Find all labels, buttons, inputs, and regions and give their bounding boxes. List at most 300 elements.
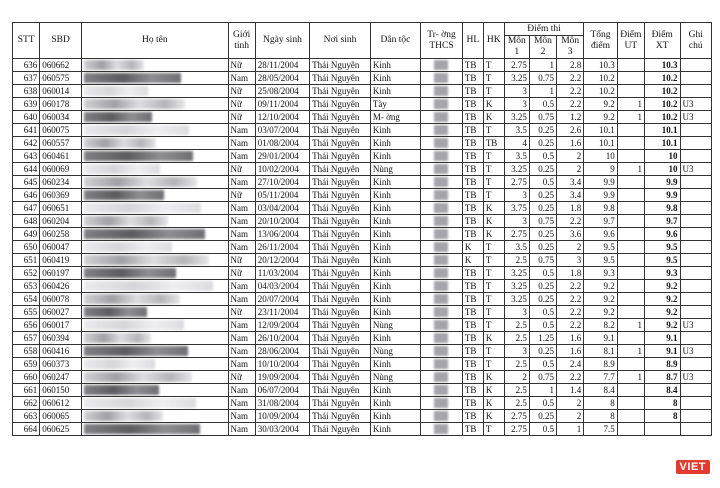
row-ghichu-cell [680, 254, 711, 267]
row-name-redacted [82, 410, 228, 423]
row-stt-cell: 663 [13, 410, 40, 423]
row-school-redacted [421, 202, 463, 215]
redaction-blur [84, 190, 164, 200]
row-stt-cell: 647 [13, 202, 40, 215]
row-name-redacted [82, 267, 228, 280]
row-xt-cell: 9.6 [644, 228, 680, 241]
row-birthplace-cell: Thái Nguyên [310, 358, 371, 371]
row-ghichu-cell [680, 85, 711, 98]
row-ethnicity-cell: Kinh [370, 397, 420, 410]
header-noi-sinh: Nơi sinh [310, 23, 371, 59]
header-mon-1: Môn 1 [504, 36, 529, 59]
header-ngay-sinh: Ngày sinh [255, 23, 309, 59]
row-school-redacted [421, 293, 463, 306]
row-mon2-cell: 0.5 [529, 267, 556, 280]
row-school-redacted [421, 267, 463, 280]
row-ut-cell [617, 267, 644, 280]
row-tong-cell: 9.5 [584, 254, 617, 267]
row-hk-cell: T [483, 267, 504, 280]
redaction-blur [434, 229, 448, 239]
row-ethnicity-cell: Nùng [370, 163, 420, 176]
row-xt-cell: 9.1 [644, 345, 680, 358]
row-birthdate-cell: 03/04/2004 [255, 202, 309, 215]
redaction-blur [434, 359, 448, 369]
row-tong-cell: 10.1 [584, 137, 617, 150]
row-birthplace-cell: Thái Nguyên [310, 306, 371, 319]
row-stt-cell: 645 [13, 176, 40, 189]
row-ut-cell [617, 59, 644, 72]
row-tong-cell: 9.5 [584, 241, 617, 254]
table-row [13, 371, 712, 384]
row-hk-cell: T [483, 176, 504, 189]
row-tong-cell: 8.9 [584, 358, 617, 371]
row-birthplace-cell: Thái Nguyên [310, 137, 371, 150]
row-hl-cell: TB [462, 98, 483, 111]
row-stt-cell: 650 [13, 241, 40, 254]
row-mon3-cell: 1.6 [557, 332, 584, 345]
row-name-redacted [82, 85, 228, 98]
row-sbd-cell: 060069 [40, 163, 82, 176]
row-stt-cell: 662 [13, 397, 40, 410]
row-ghichu-cell: U3 [680, 371, 711, 384]
row-hl-cell: K [462, 241, 483, 254]
row-mon1-cell: 4 [504, 137, 529, 150]
redaction-blur [434, 372, 448, 382]
row-school-redacted [421, 85, 463, 98]
header-mon-3: Môn 3 [557, 36, 584, 59]
header-ho-ten: Họ tên [82, 23, 228, 59]
row-hl-cell: TB [462, 176, 483, 189]
row-mon1-cell: 2.75 [504, 228, 529, 241]
row-name-redacted [82, 111, 228, 124]
redaction-blur [434, 294, 448, 304]
row-birthdate-cell: 12/10/2004 [255, 111, 309, 124]
row-mon2-cell: 0.25 [529, 280, 556, 293]
row-ut-cell [617, 176, 644, 189]
row-xt-cell: 10.2 [644, 111, 680, 124]
row-xt-cell: 9.7 [644, 215, 680, 228]
table-row [13, 163, 712, 176]
redaction-blur [434, 398, 448, 408]
row-xt-cell: 9.2 [644, 280, 680, 293]
row-xt-cell: 10 [644, 163, 680, 176]
row-mon3-cell: 2.4 [557, 358, 584, 371]
row-mon2-cell: 0.75 [529, 72, 556, 85]
row-ghichu-cell [680, 397, 711, 410]
row-birthplace-cell: Thái Nguyên [310, 150, 371, 163]
row-xt-cell: 8 [644, 397, 680, 410]
redaction-blur [84, 346, 188, 356]
redaction-blur [434, 411, 448, 421]
row-mon3-cell: 1.4 [557, 384, 584, 397]
redaction-blur [434, 307, 448, 317]
row-mon2-cell: 0.25 [529, 137, 556, 150]
redaction-blur [84, 411, 163, 421]
row-xt-cell: 9.9 [644, 189, 680, 202]
table-row [13, 241, 712, 254]
row-birthplace-cell: Thái Nguyên [310, 332, 371, 345]
table-row [13, 423, 712, 436]
row-hk-cell: K [483, 397, 504, 410]
row-hl-cell: TB [462, 72, 483, 85]
row-gender-cell: Nam [228, 319, 255, 332]
row-school-redacted [421, 358, 463, 371]
table-row [13, 72, 712, 85]
row-tong-cell: 10 [584, 150, 617, 163]
row-hk-cell: T [483, 163, 504, 176]
row-ethnicity-cell: Kinh [370, 85, 420, 98]
row-mon1-cell: 3.5 [504, 241, 529, 254]
row-sbd-cell: 060625 [40, 423, 82, 436]
row-hk-cell: K [483, 371, 504, 384]
row-gender-cell: Nữ [228, 371, 255, 384]
row-sbd-cell: 060178 [40, 98, 82, 111]
redaction-blur [84, 320, 184, 330]
row-birthplace-cell: Thái Nguyên [310, 124, 371, 137]
table-row [13, 202, 712, 215]
row-birthplace-cell: Thái Nguyên [310, 98, 371, 111]
row-mon1-cell: 3.25 [504, 280, 529, 293]
row-xt-cell: 9.5 [644, 241, 680, 254]
row-tong-cell: 9.7 [584, 215, 617, 228]
table-row [13, 410, 712, 423]
row-hl-cell: TB [462, 319, 483, 332]
row-stt-cell: 642 [13, 137, 40, 150]
row-school-redacted [421, 137, 463, 150]
row-ghichu-cell [680, 72, 711, 85]
row-sbd-cell: 060575 [40, 72, 82, 85]
row-name-redacted [82, 384, 228, 397]
redaction-blur [434, 125, 448, 135]
row-birthdate-cell: 06/07/2004 [255, 384, 309, 397]
table-row [13, 397, 712, 410]
row-sbd-cell: 060078 [40, 293, 82, 306]
row-birthdate-cell: 25/08/2004 [255, 85, 309, 98]
row-mon2-cell: 0.5 [529, 306, 556, 319]
row-ut-cell [617, 228, 644, 241]
redaction-blur [84, 164, 160, 174]
row-ghichu-cell [680, 280, 711, 293]
row-gender-cell: Nữ [228, 85, 255, 98]
row-hk-cell: K [483, 410, 504, 423]
row-school-redacted [421, 280, 463, 293]
row-school-redacted [421, 189, 463, 202]
row-name-redacted [82, 293, 228, 306]
row-mon1-cell: 2.5 [504, 384, 529, 397]
row-ethnicity-cell: Kinh [370, 280, 420, 293]
row-birthdate-cell: 28/06/2004 [255, 345, 309, 358]
row-hl-cell: TB [462, 163, 483, 176]
row-hl-cell: TB [462, 358, 483, 371]
redaction-blur [84, 242, 172, 252]
row-ethnicity-cell: Kinh [370, 306, 420, 319]
redaction-blur [434, 164, 448, 174]
row-gender-cell: Nam [228, 423, 255, 436]
row-hl-cell: TB [462, 215, 483, 228]
row-ghichu-cell: U3 [680, 163, 711, 176]
row-ghichu-cell [680, 293, 711, 306]
row-hl-cell: TB [462, 85, 483, 98]
row-sbd-cell: 060369 [40, 189, 82, 202]
row-birthdate-cell: 26/11/2004 [255, 241, 309, 254]
row-ut-cell [617, 72, 644, 85]
row-ut-cell [617, 423, 644, 436]
redaction-blur [434, 320, 448, 330]
row-birthdate-cell: 10/02/2004 [255, 163, 309, 176]
row-ut-cell [617, 137, 644, 150]
row-ut-cell [617, 384, 644, 397]
row-hk-cell: T [483, 85, 504, 98]
row-hk-cell: T [483, 280, 504, 293]
row-name-redacted [82, 358, 228, 371]
redaction-blur [84, 138, 156, 148]
row-xt-cell: 9.8 [644, 202, 680, 215]
row-name-redacted [82, 137, 228, 150]
redaction-blur [434, 255, 448, 265]
row-ethnicity-cell: M- ờng [370, 111, 420, 124]
table-row [13, 189, 712, 202]
row-mon3-cell: 2.2 [557, 98, 584, 111]
row-mon1-cell: 3.75 [504, 202, 529, 215]
row-mon2-cell: 0.75 [529, 111, 556, 124]
row-mon1-cell: 3.25 [504, 72, 529, 85]
row-birthdate-cell: 31/08/2004 [255, 397, 309, 410]
row-ut-cell: 1 [617, 345, 644, 358]
row-sbd-cell: 060034 [40, 111, 82, 124]
row-ghichu-cell: U3 [680, 111, 711, 124]
row-birthplace-cell: Thái Nguyên [310, 267, 371, 280]
row-school-redacted [421, 423, 463, 436]
row-name-redacted [82, 371, 228, 384]
row-ghichu-cell [680, 358, 711, 371]
row-stt-cell: 664 [13, 423, 40, 436]
row-name-redacted [82, 397, 228, 410]
row-mon2-cell: 0.25 [529, 189, 556, 202]
redaction-blur [84, 216, 168, 226]
row-birthdate-cell: 19/09/2004 [255, 371, 309, 384]
row-xt-cell: 10.2 [644, 72, 680, 85]
row-mon1-cell: 3 [504, 215, 529, 228]
row-xt-cell: 10 [644, 150, 680, 163]
redaction-blur [434, 216, 448, 226]
row-mon2-cell: 0.25 [529, 202, 556, 215]
row-ut-cell: 1 [617, 163, 644, 176]
redaction-blur [434, 268, 448, 278]
row-stt-cell: 648 [13, 215, 40, 228]
row-xt-cell: 8.9 [644, 358, 680, 371]
row-birthplace-cell: Thái Nguyên [310, 85, 371, 98]
row-tong-cell: 9.2 [584, 280, 617, 293]
row-tong-cell: 9.9 [584, 189, 617, 202]
row-tong-cell: 9.2 [584, 293, 617, 306]
row-birthdate-cell: 03/07/2004 [255, 124, 309, 137]
row-ethnicity-cell: Kinh [370, 254, 420, 267]
redaction-blur [84, 424, 200, 434]
row-stt-cell: 638 [13, 85, 40, 98]
row-hl-cell: K [462, 254, 483, 267]
row-hk-cell: T [483, 59, 504, 72]
row-birthdate-cell: 09/11/2004 [255, 98, 309, 111]
row-hk-cell: K [483, 228, 504, 241]
row-birthdate-cell: 12/09/2004 [255, 319, 309, 332]
row-hk-cell: K [483, 384, 504, 397]
row-birthplace-cell: Thái Nguyên [310, 293, 371, 306]
row-hk-cell: T [483, 319, 504, 332]
row-hl-cell: TB [462, 423, 483, 436]
row-hl-cell: TB [462, 293, 483, 306]
table-row [13, 85, 712, 98]
row-mon2-cell: 0.5 [529, 176, 556, 189]
row-stt-cell: 640 [13, 111, 40, 124]
row-name-redacted [82, 280, 228, 293]
row-ut-cell [617, 241, 644, 254]
row-school-redacted [421, 98, 463, 111]
row-mon3-cell: 3.4 [557, 189, 584, 202]
row-stt-cell: 654 [13, 293, 40, 306]
row-name-redacted [82, 306, 228, 319]
row-tong-cell: 9.6 [584, 228, 617, 241]
row-stt-cell: 653 [13, 280, 40, 293]
row-hk-cell: K [483, 332, 504, 345]
header-diem-thi: Điểm thi [504, 23, 584, 36]
row-ethnicity-cell: Tày [370, 98, 420, 111]
row-birthdate-cell: 11/03/2004 [255, 267, 309, 280]
row-mon3-cell: 2 [557, 397, 584, 410]
row-gender-cell: Nam [228, 241, 255, 254]
row-ethnicity-cell: Kinh [370, 384, 420, 397]
row-sbd-cell: 060258 [40, 228, 82, 241]
row-hl-cell: TB [462, 59, 483, 72]
row-ghichu-cell [680, 241, 711, 254]
row-sbd-cell: 060419 [40, 254, 82, 267]
row-xt-cell: 8.7 [644, 371, 680, 384]
table-row [13, 176, 712, 189]
table-row [13, 345, 712, 358]
row-xt-cell: 10.2 [644, 85, 680, 98]
row-xt-cell: 8.4 [644, 384, 680, 397]
row-hl-cell: TB [462, 332, 483, 345]
table-row [13, 59, 712, 72]
row-hl-cell: TB [462, 137, 483, 150]
row-ut-cell [617, 85, 644, 98]
table-row [13, 137, 712, 150]
row-tong-cell: 10.2 [584, 72, 617, 85]
row-birthdate-cell: 28/11/2004 [255, 59, 309, 72]
row-mon1-cell: 2.5 [504, 319, 529, 332]
redaction-blur [434, 424, 448, 434]
row-ut-cell: 1 [617, 319, 644, 332]
row-birthdate-cell: 26/10/2004 [255, 332, 309, 345]
redaction-blur [84, 281, 213, 291]
document-page [12, 22, 712, 436]
row-mon3-cell: 1.6 [557, 137, 584, 150]
vietnamnet-logo: VIET [676, 460, 710, 474]
redaction-blur [434, 281, 448, 291]
row-name-redacted [82, 72, 228, 85]
table-body [13, 59, 712, 436]
row-birthplace-cell: Thái Nguyên [310, 176, 371, 189]
row-school-redacted [421, 111, 463, 124]
row-birthdate-cell: 20/12/2004 [255, 254, 309, 267]
row-school-redacted [421, 384, 463, 397]
row-birthplace-cell: Thái Nguyên [310, 280, 371, 293]
row-hk-cell: K [483, 215, 504, 228]
row-gender-cell: Nữ [228, 59, 255, 72]
row-hk-cell: T [483, 241, 504, 254]
row-hk-cell: T [483, 124, 504, 137]
table-row [13, 280, 712, 293]
row-sbd-cell: 060150 [40, 384, 82, 397]
row-ut-cell [617, 202, 644, 215]
row-tong-cell: 8 [584, 410, 617, 423]
row-sbd-cell: 060426 [40, 280, 82, 293]
row-mon1-cell: 2.5 [504, 254, 529, 267]
row-ethnicity-cell: Kinh [370, 423, 420, 436]
row-mon3-cell: 3.6 [557, 228, 584, 241]
row-mon3-cell: 2.2 [557, 215, 584, 228]
row-gender-cell: Nữ [228, 306, 255, 319]
row-tong-cell: 9.2 [584, 111, 617, 124]
row-mon1-cell: 3 [504, 306, 529, 319]
row-mon1-cell: 2.75 [504, 423, 529, 436]
row-birthplace-cell: Thái Nguyên [310, 202, 371, 215]
row-xt-cell: 9.2 [644, 293, 680, 306]
header-dan-toc: Dân tộc [370, 23, 420, 59]
table-row [13, 358, 712, 371]
row-mon3-cell: 2 [557, 150, 584, 163]
row-school-redacted [421, 345, 463, 358]
row-mon3-cell: 1.8 [557, 267, 584, 280]
header-mon-2: Môn 2 [529, 36, 556, 59]
redaction-blur [84, 73, 181, 83]
row-gender-cell: Nữ [228, 254, 255, 267]
row-ethnicity-cell: Nùng [370, 345, 420, 358]
row-ghichu-cell [680, 267, 711, 280]
row-mon3-cell: 2.2 [557, 371, 584, 384]
row-mon3-cell: 2 [557, 163, 584, 176]
row-gender-cell: Nam [228, 176, 255, 189]
redaction-blur [84, 125, 189, 135]
row-tong-cell: 10.3 [584, 59, 617, 72]
row-ethnicity-cell: Kinh [370, 150, 420, 163]
results-table [12, 22, 712, 436]
row-xt-cell: 9.2 [644, 306, 680, 319]
table-row [13, 254, 712, 267]
row-sbd-cell: 060612 [40, 397, 82, 410]
row-school-redacted [421, 215, 463, 228]
row-gender-cell: Nam [228, 202, 255, 215]
row-mon1-cell: 3.25 [504, 267, 529, 280]
row-name-redacted [82, 254, 228, 267]
redaction-blur [434, 151, 448, 161]
row-name-redacted [82, 163, 228, 176]
table-row [13, 150, 712, 163]
row-mon1-cell: 2.5 [504, 332, 529, 345]
row-mon3-cell: 3 [557, 254, 584, 267]
row-ut-cell [617, 293, 644, 306]
row-mon1-cell: 3.5 [504, 124, 529, 137]
table-row [13, 228, 712, 241]
row-tong-cell: 7.5 [584, 423, 617, 436]
row-birthplace-cell: Thái Nguyên [310, 241, 371, 254]
row-birthdate-cell: 20/10/2004 [255, 215, 309, 228]
row-ut-cell [617, 150, 644, 163]
row-xt-cell: 9.5 [644, 254, 680, 267]
row-hk-cell: T [483, 72, 504, 85]
row-mon1-cell: 3.5 [504, 150, 529, 163]
table-row [13, 332, 712, 345]
row-birthdate-cell: 04/03/2004 [255, 280, 309, 293]
